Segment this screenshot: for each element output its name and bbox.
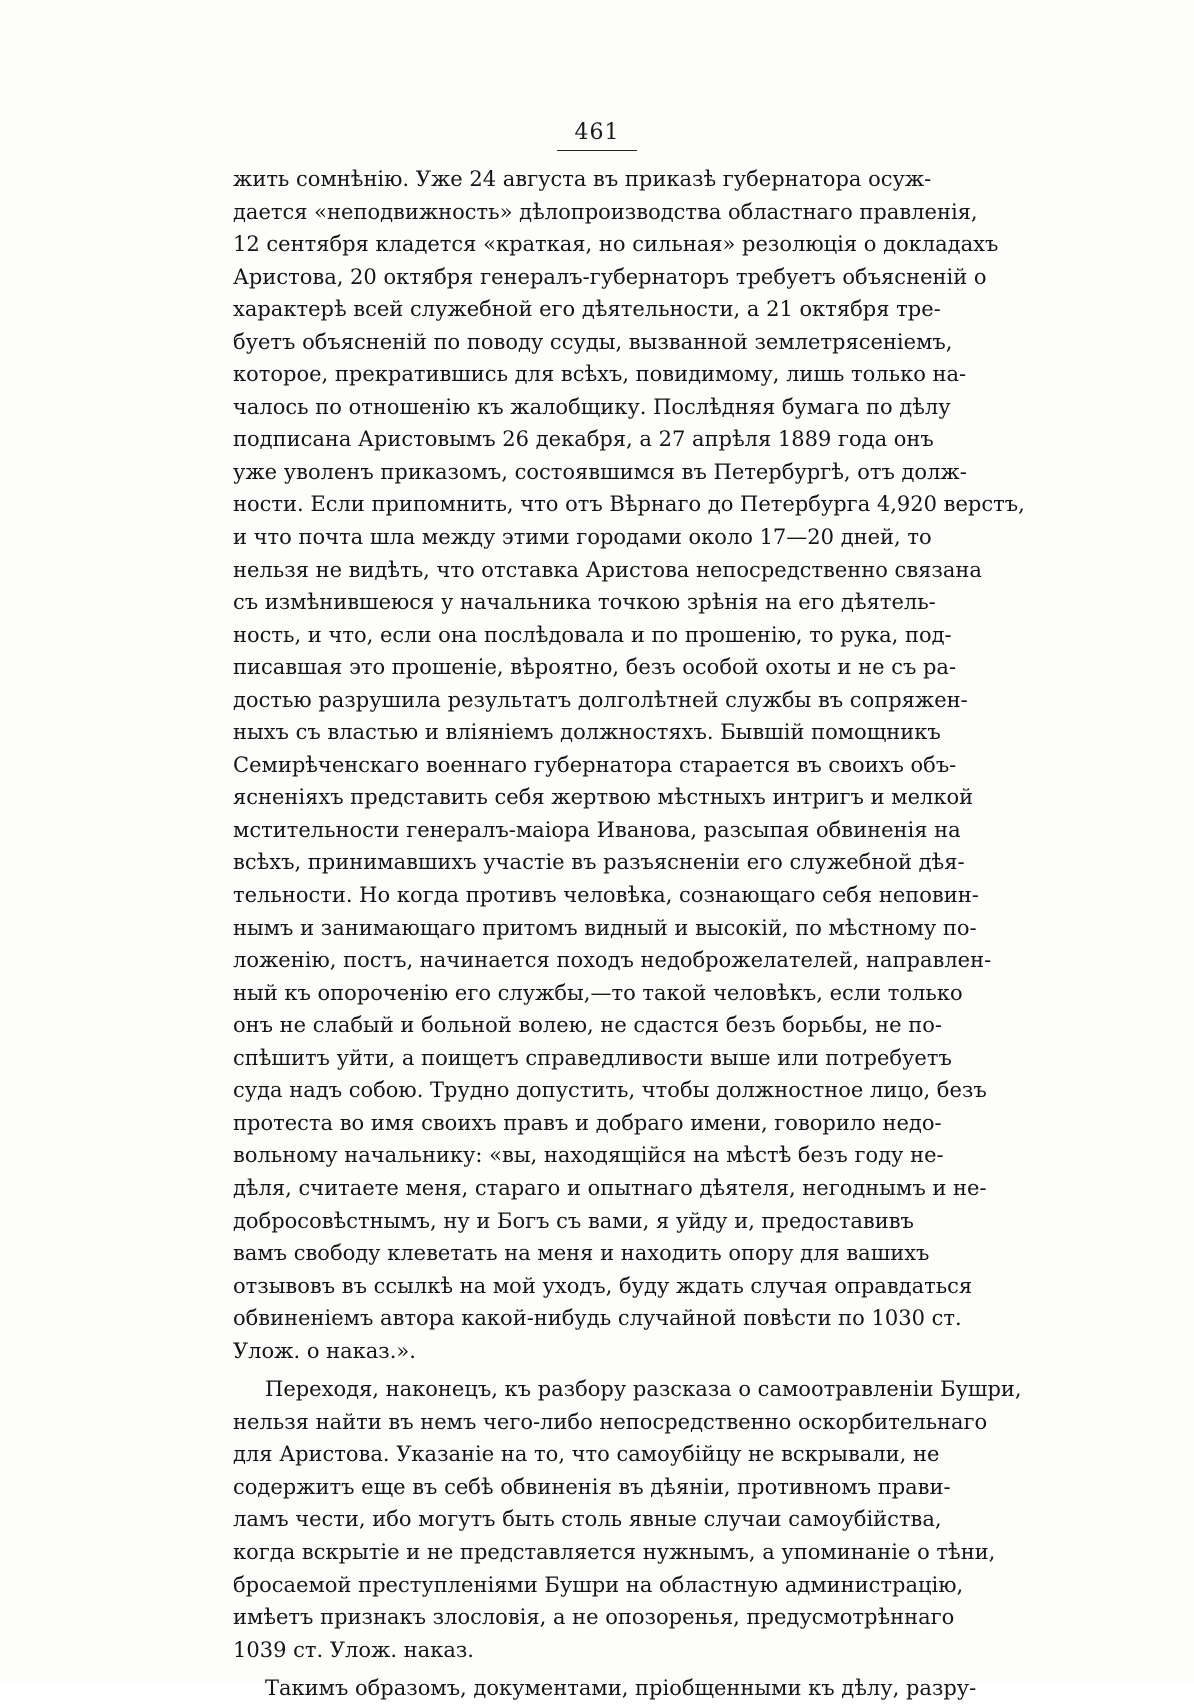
text-line: достью разрушила результатъ долголѣтней службы въ сопряжен- xyxy=(233,687,968,712)
text-line: 1039 ст. Улож. наказ. xyxy=(233,1637,474,1662)
text-line: ный къ опороченію его службы,—то такой человѣкъ, если только xyxy=(233,980,963,1005)
text-line: Такимъ образомъ, документами, пріобщенными къ дѣлу, разру- xyxy=(265,1676,977,1701)
text-line: ложенію, постъ, начинается походъ недоброжелателей, направлен- xyxy=(233,948,992,973)
page-number-rule xyxy=(557,150,637,151)
text-line: 12 сентября кладется «краткая, но сильная» резолюція о докладахъ xyxy=(233,232,999,257)
text-line: для Аристова. Указаніе на то, что самоубійцу не вскрывали, не xyxy=(233,1442,940,1467)
text-line: которое, прекратившись для всѣхъ, повидимому, лишь только на- xyxy=(233,362,967,387)
text-line: и что почта шла между этими городами около 17—20 дней, то xyxy=(233,525,932,550)
text-line: суда надъ собою. Трудно допустить, чтобы должностное лицо, безъ xyxy=(233,1078,987,1103)
text-line: Аристова, 20 октября генералъ-губернаторъ требуетъ объясненій о xyxy=(233,264,987,289)
text-line: нымъ и занимающаго притомъ видный и высокій, по мѣстному по- xyxy=(233,915,977,940)
text-line: обвиненіемъ автора какой-нибудь случайной повѣсти по 1030 ст. xyxy=(233,1306,962,1331)
text-line: когда вскрытіе и не представляется нужнымъ, а упоминаніе о тѣни, xyxy=(233,1539,996,1564)
text-line: характерѣ всей служебной его дѣятельности, а 21 октября тре- xyxy=(233,297,941,322)
paragraph-2 xyxy=(233,1373,1022,1666)
text-line: спѣшитъ уйти, а поищетъ справедливости выше или потребуетъ xyxy=(233,1045,952,1070)
text-line: нельзя не видѣть, что отставка Аристова непосредственно связана xyxy=(233,557,982,582)
text-line: содержитъ еще въ себѣ обвиненія въ дѣяніи, противномъ прави- xyxy=(233,1474,951,1499)
text-line: всѣхъ, принимавшихъ участіе въ разъясненіи его служебной дѣя- xyxy=(233,850,965,875)
text-line: нельзя найти въ немъ чего-либо непосредственно оскорбительнаго xyxy=(233,1409,988,1434)
text-line: буетъ объясненій по поводу ссуды, вызванной землетрясеніемъ, xyxy=(233,329,953,354)
text-line: тельности. Но когда противъ человѣка, сознающаго себя неповин- xyxy=(233,883,979,908)
text-line: Улож. о наказ.». xyxy=(233,1338,416,1363)
text-line: ясненіяхъ представить себя жертвою мѣстныхъ интригъ и мелкой xyxy=(233,785,974,810)
text-line: подписана Аристовымъ 26 декабря, а 27 апрѣля 1889 года онъ xyxy=(233,427,934,452)
text-line: добросовѣстнымъ, ну и Богъ съ вами, я уйду и, предоставивъ xyxy=(233,1208,914,1233)
text-line: протеста во имя своихъ правъ и добраго имени, говорило недо- xyxy=(233,1110,942,1135)
page-number: 461 xyxy=(574,120,620,145)
text-line: дѣля, считаете меня, стараго и опытнаго дѣятеля, негоднымъ и не- xyxy=(233,1175,987,1200)
text-line: мстительности генералъ-маіора Иванова, разсыпая обвиненія на xyxy=(233,817,961,842)
text-line: съ измѣнившеюся у начальника точкою зрѣнія на его дѣятель- xyxy=(233,590,936,615)
text-line: вольному начальнику: «вы, находящійся на мѣстѣ безъ году не- xyxy=(233,1143,944,1168)
text-line: бросаемой преступленіями Бушри на областную администрацію, xyxy=(233,1572,964,1597)
text-line: Переходя, наконецъ, къ разбору разсказа о самоотравленіи Бушри, xyxy=(265,1377,1022,1402)
text-line: писавшая это прошеніе, вѣроятно, безъ особой охоты и не съ ра- xyxy=(233,655,957,680)
body-text xyxy=(233,163,1025,1705)
text-line: ность, и что, если она послѣдовала и по прошенію, то рука, под- xyxy=(233,622,952,647)
paragraph-1 xyxy=(233,163,1025,1367)
text-line: ныхъ съ властью и вліяніемъ должностяхъ. Бывшій помощникъ xyxy=(233,720,941,745)
text-line: чалось по отношенію къ жалобщику. Послѣдняя бумага по дѣлу xyxy=(233,394,951,419)
text-line: вамъ свободу клеветать на меня и находить опору для вашихъ xyxy=(233,1241,930,1266)
text-line: имѣетъ признакъ злословія, а не опозоренья, предусмотрѣннаго xyxy=(233,1605,955,1630)
text-line: жить сомнѣнію. Уже 24 августа въ приказѣ губернатора осуж- xyxy=(233,167,932,191)
text-line: уже уволенъ приказомъ, состоявшимся въ Петербургѣ, отъ долж- xyxy=(233,459,967,484)
text-line: ности. Если припомнить, что отъ Вѣрнаго до Петербурга 4,920 верстъ, xyxy=(233,492,1025,517)
text-line: отзывовъ въ ссылкѣ на мой уходъ, буду ждать случая оправдаться xyxy=(233,1273,973,1298)
text-line: дается «неподвижность» дѣлопроизводства областнаго правленія, xyxy=(233,199,978,224)
paragraph-3 xyxy=(233,1672,977,1705)
text-line: ламъ чести, ибо могутъ быть столь явные случаи самоубійства, xyxy=(233,1507,942,1532)
text-line: онъ не слабый и больной волею, не сдастся безъ борьбы, не по- xyxy=(233,1013,942,1038)
text-line: Семирѣченскаго военнаго губернатора старается въ своихъ объ- xyxy=(233,752,957,777)
